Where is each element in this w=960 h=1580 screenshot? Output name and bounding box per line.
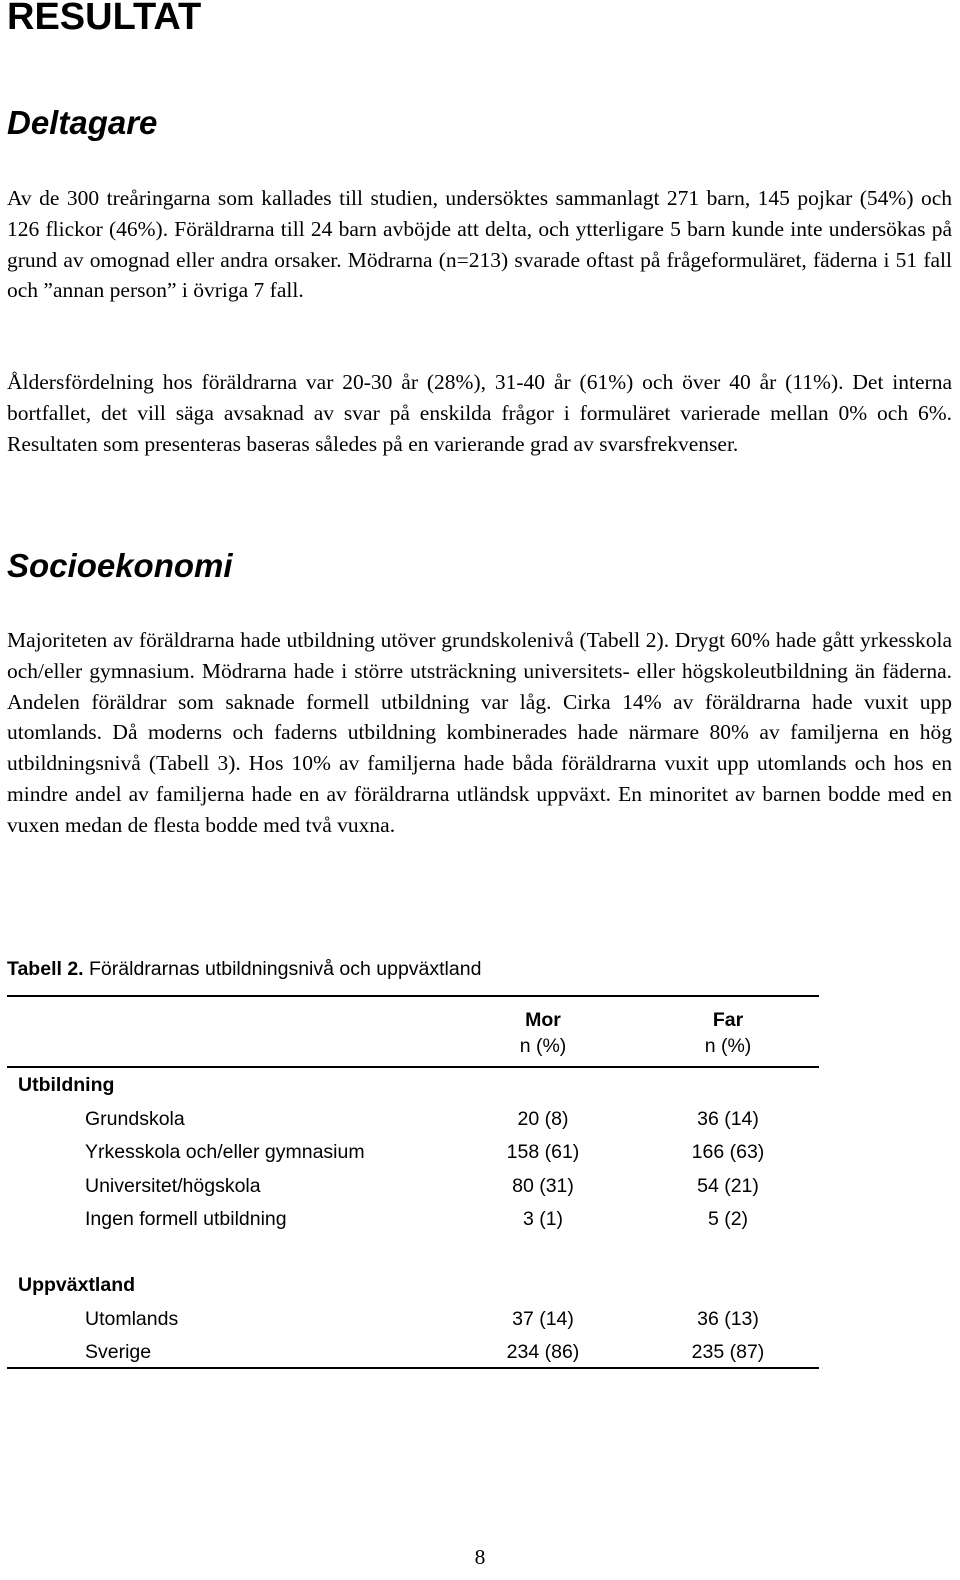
page-number: 8 xyxy=(474,1545,486,1569)
table-row-label: Ingen formell utbildning xyxy=(85,1208,287,1230)
page-title: RESULTAT xyxy=(7,0,202,38)
table-header-rule xyxy=(7,1066,819,1068)
table-row-label: Grundskola xyxy=(85,1107,185,1130)
table-caption-label: Tabell 2. xyxy=(7,958,84,980)
table-row-label: Sverige xyxy=(85,1341,152,1363)
table-cell-far: 54 (21) xyxy=(697,1174,759,1197)
table-cell-mor: 234 (86) xyxy=(506,1341,580,1363)
table-row-label: Universitet/högskola xyxy=(85,1174,261,1197)
paragraph-socioekonomi: Majoriteten av föräldrarna hade utbildning utöver grundskolenivå (Tabell 2). Drygt 60% hade gått yrkesskola och/eller gymnasium. Mödrarna hade i större utsträckning universitets- eller högskoleutbildning än fäderna. Andelen föräldrar som saknade formell utbildning var låg. Cirka 14% av föräldrarna hade vuxit upp utomlands. Då moderns och faderns utbildning kombinerades hade närmare 80% av familjerna en hög utbildningsnivå (Tabell 3). Hos 10% av familjerna hade båda föräldrarna vuxit upp utomlands och hos en mindre andel av familjerna hade en av föräldrarna utländsk uppväxt. En minoritet av barnen bodde med en vuxen medan de flesta bodde med två vuxna. xyxy=(7,628,952,837)
table-cell-mor: 20 (8) xyxy=(517,1107,569,1130)
table-cell-mor: 158 (61) xyxy=(506,1141,580,1163)
table-group-label: Utbildning xyxy=(18,1074,115,1096)
section-heading-socioekonomi: Socioekonomi xyxy=(7,547,233,584)
section-heading-deltagare: Deltagare xyxy=(7,104,158,141)
table-caption xyxy=(7,956,481,982)
column-unit-mor: n (%) xyxy=(519,1035,567,1057)
table-caption-text: Föräldrarnas utbildningsnivå och uppväxtland xyxy=(83,958,482,980)
column-unit-far: n (%) xyxy=(704,1035,752,1057)
table-bottom-rule xyxy=(7,1367,819,1369)
column-header-far: Far xyxy=(712,1009,744,1031)
paragraph-deltagare-2: Åldersfördelning hos föräldrarna var 20-30 år (28%), 31-40 år (61%) och över 40 år (11%). Det interna bortfallet, det vill säga avsaknad av svar på enskilda frågor i formuläret varierade mellan 0% och 6%. Resultaten som presenteras baseras således på en varierande grad av svarsfrekvenser. xyxy=(7,370,952,456)
table-cell-far: 235 (87) xyxy=(691,1341,765,1363)
table-cell-far: 166 (63) xyxy=(691,1141,765,1163)
table-cell-far: 36 (14) xyxy=(697,1107,759,1130)
table-cell-mor: 37 (14) xyxy=(512,1307,574,1330)
table-row-label: Utomlands xyxy=(85,1307,179,1330)
table-cell-mor: 3 (1) xyxy=(522,1208,564,1230)
column-header-mor: Mor xyxy=(525,1009,561,1031)
paragraph-deltagare-1: Av de 300 treåringarna som kallades till studien, undersöktes sammanlagt 271 barn, 145 pojkar (54%) och 126 flickor (46%). Föräldrarna till 24 barn avböjde att delta, och ytterligare 5 barn kunde inte undersökas på grund av omognad eller andra orsaker. Mödrarna (n=213) svarade oftast på frågeformuläret, fäderna i 51 fall och ”annan person” i övriga 7 fall. xyxy=(7,186,952,303)
table-top-rule xyxy=(7,995,819,997)
table-cell-far: 36 (13) xyxy=(697,1307,759,1330)
table-cell-mor: 80 (31) xyxy=(512,1174,574,1197)
table-cell-far: 5 (2) xyxy=(707,1208,749,1230)
table-row-label: Yrkesskola och/eller gymnasium xyxy=(85,1141,365,1163)
table-group-label: Uppväxtland xyxy=(18,1274,136,1296)
